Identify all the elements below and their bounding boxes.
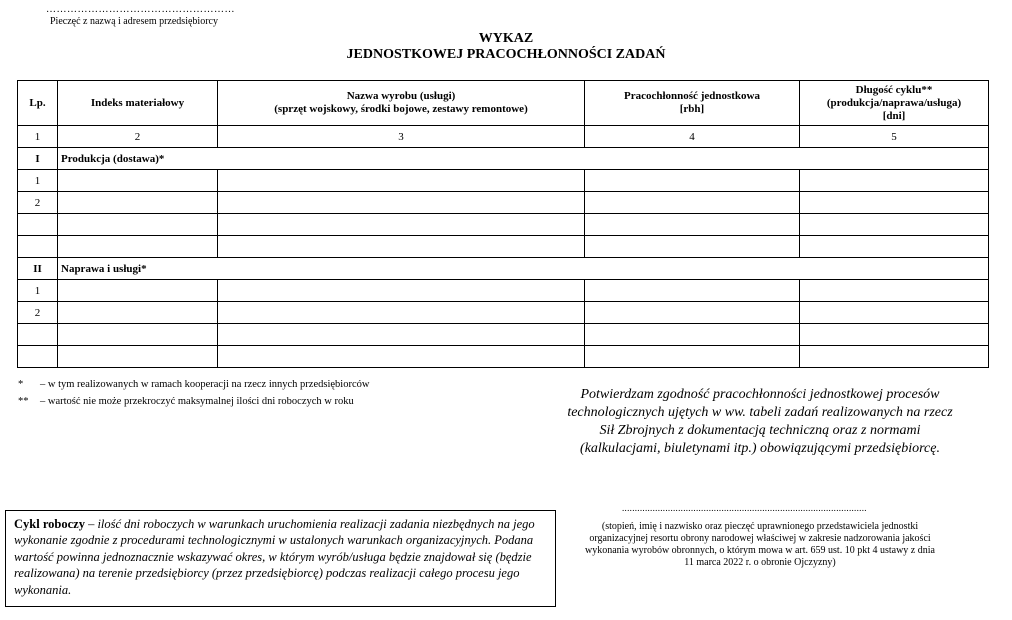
header-cycle-length: Długość cyklu** (produkcja/naprawa/usługa) [dni] — [800, 81, 989, 126]
row-number — [18, 236, 58, 258]
unit-labor-cell[interactable] — [585, 170, 800, 192]
material-index-cell[interactable] — [58, 346, 218, 368]
column-number: 5 — [800, 126, 989, 148]
section-label: Produkcja (dostawa)* — [58, 148, 989, 170]
material-index-cell[interactable] — [58, 170, 218, 192]
product-name-cell[interactable] — [218, 192, 585, 214]
footnote-mark: ** — [18, 396, 29, 407]
product-name-cell[interactable] — [218, 280, 585, 302]
table-row — [18, 346, 989, 368]
header-lp: Lp. — [18, 81, 58, 126]
header-product-name: Nazwa wyrobu (usługi) (sprzęt wojskowy, środki bojowe, zestawy remontowe) — [218, 81, 585, 126]
footnote-single-asterisk — [18, 379, 369, 390]
material-index-cell[interactable] — [58, 192, 218, 214]
column-number: 4 — [585, 126, 800, 148]
column-number: 2 — [58, 126, 218, 148]
material-index-cell[interactable] — [58, 214, 218, 236]
signature-caption: (stopień, imię i nazwisko oraz pieczęć uprawnionego przedstawiciela jednostki organizacyjnej resortu obrony narodowej właściwej w zakresie nadzorowania jakości wykonania wyrobów obronnych, o którym mowa w art. 659 ust. 10 pkt 4 ustawy z dnia 11 marca 2022 r. o obronie Ojczyzny) — [585, 521, 935, 568]
work-cycle-definition: – ilość dni roboczych w warunkach uruchomienia realizacji zadania niezbędnych na jego wykonanie zgodnie z procedurami technologicznymi w ustalonych warunkach organizacyjnych. Podana wartość powinna jednoznacznie wskazywać okres, w którym wyrób/usługa będzie znajdował się (będzie realizowana) na terenie przedsiębiorcy (przez przedsiębiorcę) podczas realizacji całego procesu jego wykonania. — [14, 517, 535, 597]
work-cycle-term: Cykl roboczy — [14, 517, 85, 531]
material-index-cell[interactable] — [58, 324, 218, 346]
row-number — [18, 214, 58, 236]
section-row-repair — [18, 258, 989, 280]
row-number — [18, 324, 58, 346]
cycle-length-cell[interactable] — [800, 324, 989, 346]
cycle-length-cell[interactable] — [800, 280, 989, 302]
table-row — [18, 280, 989, 302]
unit-labor-cell[interactable] — [585, 236, 800, 258]
cycle-length-cell[interactable] — [800, 214, 989, 236]
tasks-table — [17, 80, 989, 368]
material-index-cell[interactable] — [58, 236, 218, 258]
column-number: 3 — [218, 126, 585, 148]
cycle-length-cell[interactable] — [800, 302, 989, 324]
row-number: 2 — [18, 192, 58, 214]
table-row — [18, 324, 989, 346]
cycle-length-cell[interactable] — [800, 170, 989, 192]
table-row — [18, 236, 989, 258]
table-row — [18, 214, 989, 236]
footnote-text: – wartość nie może przekroczyć maksymalnej ilości dni roboczych w roku — [40, 396, 354, 407]
table-row — [18, 170, 989, 192]
cycle-length-cell[interactable] — [800, 346, 989, 368]
unit-labor-cell[interactable] — [585, 324, 800, 346]
row-number — [18, 346, 58, 368]
section-label: Naprawa i usługi* — [58, 258, 989, 280]
header-unit-labor: Pracochłonność jednostkowa [rbh] — [585, 81, 800, 126]
product-name-cell[interactable] — [218, 236, 585, 258]
section-number: I — [18, 148, 58, 170]
column-number-row — [18, 126, 989, 148]
header-material-index: Indeks materiałowy — [58, 81, 218, 126]
cycle-length-cell[interactable] — [800, 236, 989, 258]
work-cycle-definition-box — [5, 510, 556, 607]
document-title: WYKAZ — [478, 31, 534, 46]
table-header-row — [18, 81, 989, 126]
table-row — [18, 192, 989, 214]
document-subtitle: JEDNOSTKOWEJ PRACOCHŁONNOŚCI ZADAŃ — [346, 47, 666, 62]
product-name-cell[interactable] — [218, 302, 585, 324]
product-name-cell[interactable] — [218, 214, 585, 236]
product-name-cell[interactable] — [218, 346, 585, 368]
footnote-double-asterisk — [18, 396, 354, 407]
unit-labor-cell[interactable] — [585, 214, 800, 236]
unit-labor-cell[interactable] — [585, 280, 800, 302]
material-index-cell[interactable] — [58, 280, 218, 302]
cycle-length-cell[interactable] — [800, 192, 989, 214]
table-row — [18, 302, 989, 324]
product-name-cell[interactable] — [218, 170, 585, 192]
unit-labor-cell[interactable] — [585, 346, 800, 368]
unit-labor-cell[interactable] — [585, 192, 800, 214]
footnote-mark: * — [18, 379, 24, 390]
section-number: II — [18, 258, 58, 280]
row-number: 1 — [18, 170, 58, 192]
footnote-text: – w tym realizowanych w ramach kooperacji na rzecz innych przedsiębiorców — [40, 379, 370, 390]
stamp-label: Pieczęć z nazwą i adresem przedsiębiorcy — [50, 16, 218, 27]
row-number: 2 — [18, 302, 58, 324]
row-number: 1 — [18, 280, 58, 302]
column-number: 1 — [18, 126, 58, 148]
signature-line: ................................................................................................ — [622, 503, 867, 513]
unit-labor-cell[interactable] — [585, 302, 800, 324]
stamp-placeholder-line: ……………………………………………… — [46, 4, 235, 15]
section-row-production — [18, 148, 989, 170]
confirmation-statement: Potwierdzam zgodność pracochłonności jednostkowej procesów technologicznych ujętych w ww. tabeli zadań realizowanych na rzecz Sił Zbrojnych z dokumentacją techniczną oraz z normami (kalkulacjami, biuletynami itp.) obowiązującymi przedsiębiorcę. — [567, 387, 953, 456]
product-name-cell[interactable] — [218, 324, 585, 346]
material-index-cell[interactable] — [58, 302, 218, 324]
